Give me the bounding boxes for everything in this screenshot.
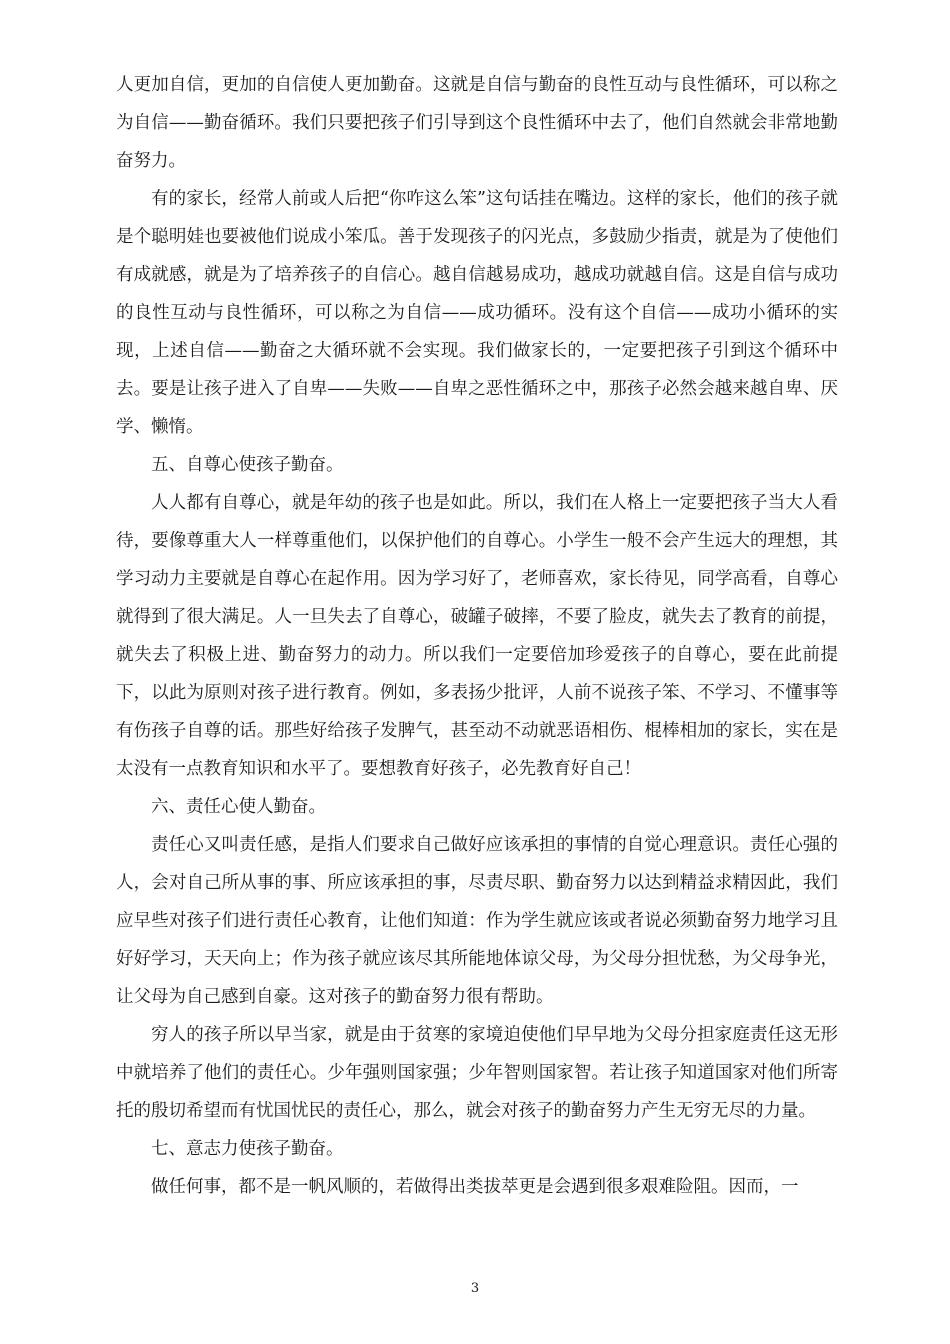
paragraph-responsibility: 责任心又叫责任感，是指人们要求自己做好应该承担的事情的自觉心理意识。责任心强的人，会对自己所从事的事、所应该承担的事，尽责尽职、勤奋努力以达到精益求精因此，我们应早些对孩子们进行责任心教育，让他们知道：作为学生就应该或者说必须勤奋努力地学习且好好学习，天天向上；作为孩子就应该尽其所能地体谅父母，为父母分担忧愁，为父母争光，让父母为自己感到自豪。这对孩子的勤奋努力很有帮助。: [116, 835, 838, 1007]
paragraph-poor-children: 穷人的孩子所以早当家，就是由于贫寒的家境迫使他们早早地为父母分担家庭责任这无形中就培养了他们的责任心。少年强则国家强；少年智则国家智。若让孩子知道国家对他们所寄托的殷切希望而有忧国忧民的责任心，那么，就会对孩子的勤奋努力产生无穷无尽的力量。: [116, 1025, 838, 1121]
section-heading-responsibility: 六、责任心使人勤奋。: [151, 797, 326, 817]
paragraph-self-confidence-success: 有的家长，经常人前或人后把“你咋这么笨”这句话挂在嘴边。这样的家长，他们的孩子就是个聪明娃也要被他们说成小笨瓜。善于发现孩子的闪光点，多鼓励少指责，就是为了使他们有成就感，就是为了培养孩子的自信心。越自信越易成功，越成功就越自信。这是自信与成功的良性互动与良性循环，可以称之为自信——成功循环。没有这个自信——成功小循环的实现，上述自信——勤奋之大循环就不会实现。我们做家长的，一定要把孩子引到这个循环中去。要是让孩子进入了自卑——失败——自卑之恶性循环之中，那孩子必然会越来越自卑、厌学、懒惰。: [116, 189, 838, 437]
page-number: 3: [470, 1281, 480, 1296]
paragraph-self-respect: 人人都有自尊心，就是年幼的孩子也是如此。所以，我们在人格上一定要把孩子当大人看待，要像尊重大人一样尊重他们，以保护他们的自尊心。小学生一般不会产生远大的理想，其学习动力主要就是自尊心在起作用。因为学习好了，老师喜欢，家长待见，同学高看，自尊心就得到了很大满足。人一旦失去了自尊心，破罐子破摔，不要了脸皮，就失去了教育的前提，就失去了积极上进、勤奋努力的动力。所以我们一定要倍加珍爱孩子的自尊心，要在此前提下，以此为原则对孩子进行教育。例如，多表扬少批评，人前不说孩子笨、不学习、不懂事等有伤孩子自尊的话。那些好给孩子发脾气，甚至动不动就恶语相伤、棍棒相加的家长，实在是太没有一点教育知识和水平了。要想教育好孩子，必先教育好自己！: [116, 493, 838, 779]
section-heading-self-respect: 五、自尊心使孩子勤奋。: [151, 455, 344, 475]
paragraph-willpower: 做任何事，都不是一帆风顺的，若做得出类拔萃更是会遇到很多艰难险阻。因而，一: [151, 1177, 799, 1197]
paragraph-continuation: 人更加自信，更加的自信使人更加勤奋。这就是自信与勤奋的良性互动与良性循环，可以称之为自信——勤奋循环。我们只要把孩子们引导到这个良性循环中去了，他们自然就会非常地勤奋努力。: [116, 75, 838, 171]
body-text: [116, 66, 838, 1206]
section-heading-willpower: 七、意志力使孩子勤奋。: [151, 1139, 344, 1159]
